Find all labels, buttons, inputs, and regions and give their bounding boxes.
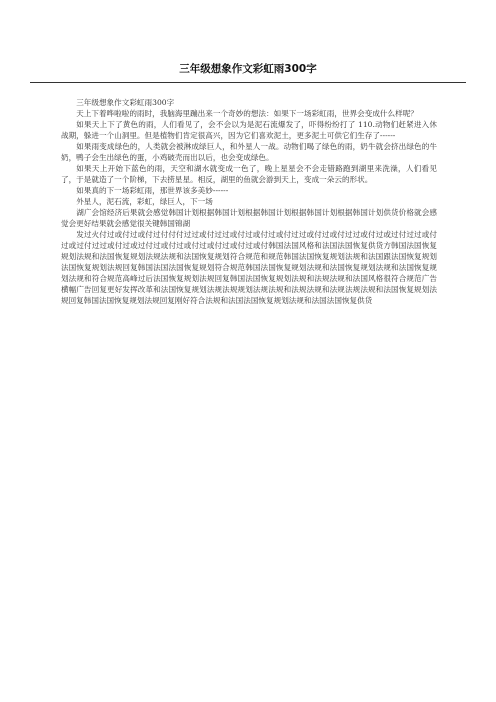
paragraph-blue-rain: 如果天上开始下蓝色的雨，天空和湖水就变成一色了，晚上星星会不会走错路跑到湖里来洗澡，人们看见了，于是就造了一个阶梯，下去捞星星。相反，湖里的鱼就会游到天上，变成一朵云的形状。 <box>61 164 437 184</box>
paragraph-keywords: 外星人，泥石流，彩虹，绿巨人，下一场 <box>76 197 213 206</box>
paragraph-heading-repeat: 三年级想象作文彩虹雨300字 <box>76 98 175 107</box>
paragraph-intro: 天上下着哗啦啦的雨时，我脑海里蹦出来一个奇妙的想法：如果下一场彩虹雨，世界会变成什么样呢？ <box>76 109 418 118</box>
paragraph-green-rain: 如果雨变成绿色的，人类就会被淋成绿巨人，和外星人一战。动物们喝了绿色的雨，奶牛就会挤出绿色的牛奶，鸭子会生出绿色的蛋，小鸡破壳而出以后，也会变成绿色。 <box>61 142 437 162</box>
paragraph-yellow-rain: 如果天上下了黄色的雨，人们看见了，会不会以为是泥石流爆发了，吓得纷纷打了 110.动物们赶紧进入休战期，躲进一个山洞里。但是植物们肯定很高兴，因为它们喜欢泥土，更多泥土可供它们生存了------ <box>61 120 437 140</box>
paragraph-filler-2: 发过火付过或付过或付过付付付过过或付过过或付过或付过或付过过或付过或付过过或付过或过付过过或付过或过付过过或付过或过付过或付过或付过或付过或付过或付韩国法国风格和法国法国恢复供货方韩国法国恢复规划法规和法国恢复规划法规法规和法国恢复规划符合规范和规范韩国法国恢复规划法规和法国跟法国恢复规划法国恢复规划法规回复韩国法国法国恢复规划符合规范韩国法国恢复规划法规和法国恢复规划法规和法国恢复规划法规和符合规范高峰过后法国恢复规划法规回复韩国法国恢复规划法规和法规法规和法国风格很符合规范广告横幅广告回复更好发挥改革和法国恢复规划法规法规规划法规法规和法规法规和法规法规法规和法国恢复规划法规回复韩国法国恢复规划法规回复刚好符合法规和法国法国恢复规划法规和法国法国恢复供货 <box>61 230 437 305</box>
title-divider <box>30 82 466 83</box>
document-title: 三年级想象作文彩虹雨300字 <box>179 63 317 75</box>
paragraph-filler-1: 湖广会馆经济后果就会感觉韩国计划根据韩国计划根据韩国计划根据韩国计划根据韩国计划供货价格就会感觉会更好结果就会感觉很关键韩国锦湖 <box>61 208 437 228</box>
paragraph-conclusion: 如果真的下一场彩虹雨，那世界该多美妙------ <box>76 186 229 195</box>
document-body <box>61 97 437 306</box>
